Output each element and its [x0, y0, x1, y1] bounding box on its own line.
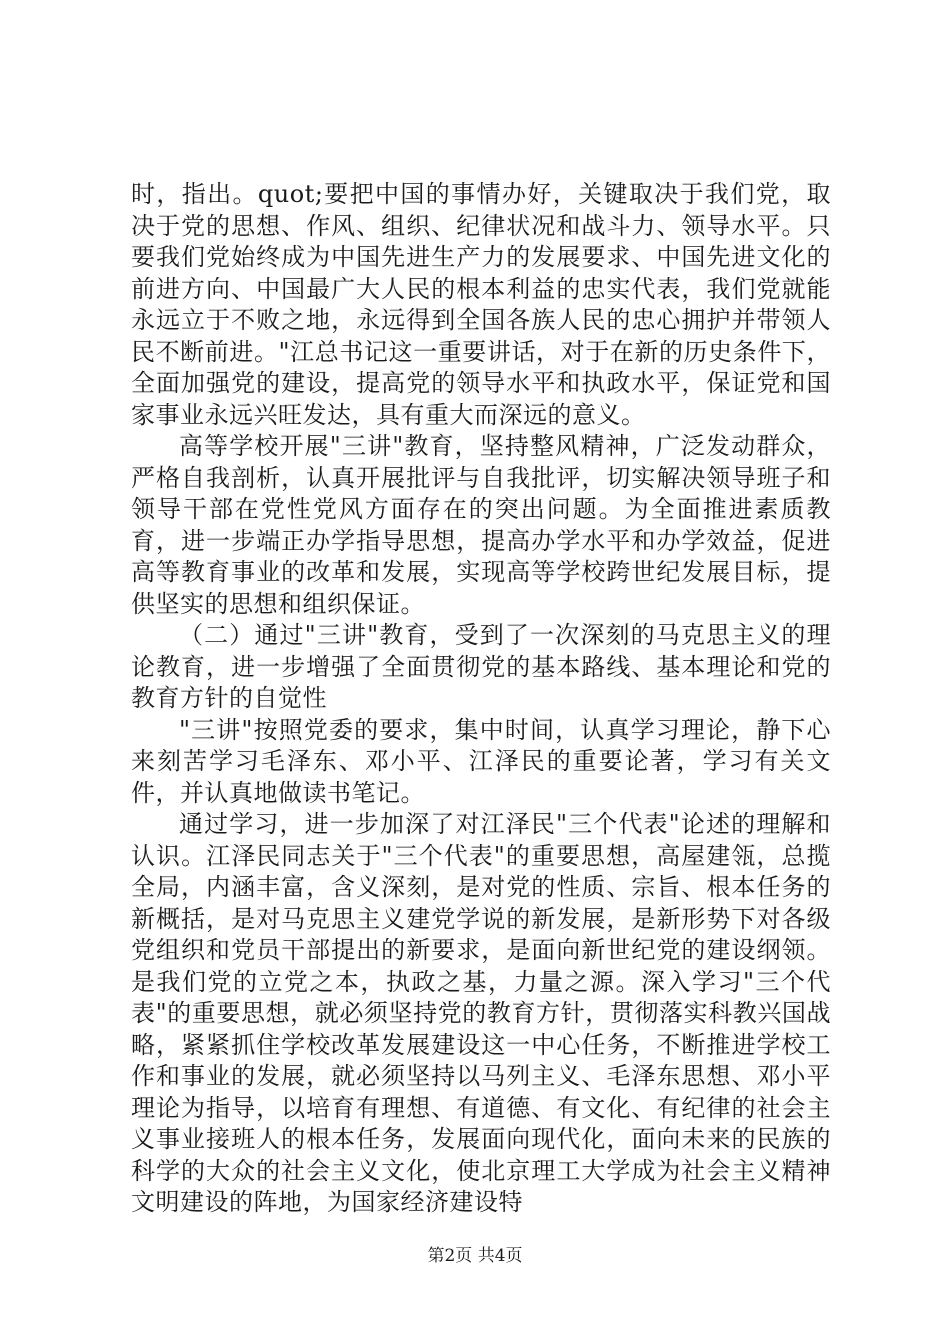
paragraph-continuation: 时，指出。quot;要把中国的事情办好，关键取决于我们党，取决于党的思想、作风、组织、纪律状况和战斗力、领导水平。只要我们党始终成为中国先进生产力的发展要求、中国先进文化的前进方向、中国最广大人民的根本利益的忠实代表，我们党就能永远立于不败之地，永远得到全国各族人民的忠心拥护并带领人民不断前进。"江总书记这一重要讲话，对于在新的历史条件下，全面加强党的建设，提高党的领导水平和执政水平，保证党和国家事业永远兴旺发达，具有重大而深远的意义。: [131, 180, 831, 429]
paragraph-study-requirements: "三讲"按照党委的要求，集中时间，认真学习理论，静下心来刻苦学习毛泽东、邓小平、江泽民的重要论著，学习有关文件，并认真地做读书笔记。: [131, 715, 831, 807]
page-number-footer: 第2页 共4页: [427, 1246, 523, 1266]
section-heading-two: （二）通过"三讲"教育，受到了一次深刻的马克思主义的理论教育，进一步增强了全面贯彻党的基本路线、基本理论和党的教育方针的自觉性: [131, 621, 831, 712]
document-body: [131, 179, 831, 1219]
paragraph-three-talks-education: 高等学校开展"三讲"教育，坚持整风精神，广泛发动群众，严格自我剖析，认真开展批评与自我批评，切实解决领导班子和领导干部在党性党风方面存在的突出问题。为全面推进素质教育，进一步端正办学指导思想，提高办学水平和办学效益，促进高等教育事业的改革和发展，实现高等学校跨世纪发展目标，提供坚实的思想和组织保证。: [131, 432, 831, 618]
paragraph-three-represents: 通过学习，进一步加深了对江泽民"三个代表"论述的理解和认识。江泽民同志关于"三个代表"的重要思想，高屋建瓴，总揽全局，内涵丰富，含义深刻，是对党的性质、宗旨、根本任务的新概括，是对马克思主义建党学说的新发展，是新形势下对各级党组织和党员干部提出的新要求，是面向新世纪党的建设纲领。是我们党的立党之本，执政之基，力量之源。深入学习"三个代表"的重要思想，就必须坚持党的教育方针，贯彻落实科教兴国战略，紧紧抓住学校改革发展建设这一中心任务，不断推进学校工作和事业的发展，就必须坚持以马列主义、毛泽东思想、邓小平理论为指导，以培育有理想、有道德、有文化、有纪律的社会主义事业接班人的根本任务，发展面向现代化，面向未来的民族的科学的大众的社会主义文化，使北京理工大学成为社会主义精神文明建设的阵地，为国家经济建设特: [131, 810, 831, 1216]
